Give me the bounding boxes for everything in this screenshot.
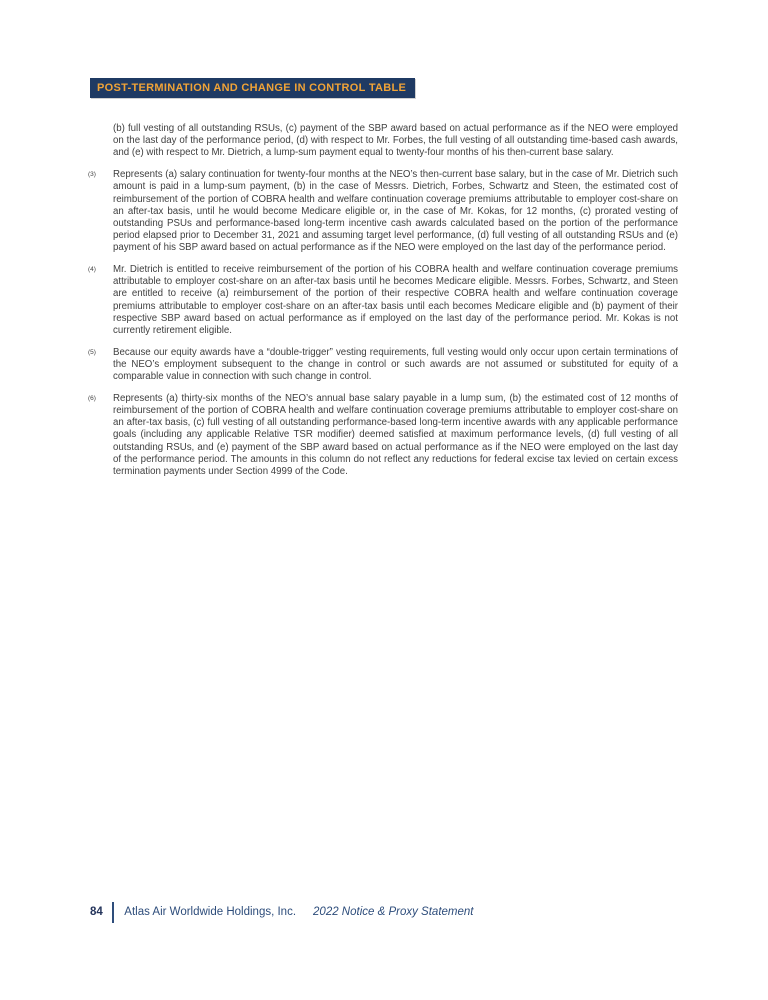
footnote-marker: (4) bbox=[88, 266, 96, 274]
footnote-marker: (5) bbox=[88, 348, 96, 356]
section-header-title: POST-TERMINATION AND CHANGE IN CONTROL TABLE bbox=[97, 82, 407, 94]
footer-company-name: Atlas Air Worldwide Holdings, Inc. bbox=[124, 906, 297, 918]
page-number: 84 bbox=[90, 906, 103, 918]
page-footer bbox=[90, 900, 473, 924]
footnote-text: Represents (a) salary continuation for twenty-four months at the NEO’s then-current base salary, but in the case of Mr. Dietrich such amount is paid in a lump-sum payment, (b) in the case of Messrs. Dietrich, Forbes, Schwartz and Steen, the estimated cost of reimbursement of the portion of COBRA health and welfare continuation coverage premiums attributable to employer cost-share on an after-tax basis, until he would become Medicare eligible or, in the case of Mr. Kokas, for 12 months, (c) prorated vesting of outstanding PSUs and performance-based long-term incentive cash awards calculated based on the portion of the performance period elapsed prior to December 31, 2021 and assuming target level performance, (d) full vesting of all outstanding RSUs and (e) payment of his SBP award based on actual performance as if the NEO were employed on the last day of the performance period. bbox=[113, 169, 678, 254]
footer-divider bbox=[112, 902, 115, 923]
footnote-text: Mr. Dietrich is entitled to receive reimbursement of the portion of his COBRA health and welfare continuation coverage premiums attributable to employer cost-share on an after-tax basis until he becomes Medicare eligible. Messrs. Forbes, Schwartz, and Steen are entitled to receive (a) reimbursement of the portion of their respective COBRA health and welfare continuation coverage premiums attributable to employer cost-share on an after-tax basis until each becomes Medicare eligible and (b) payment of their respective SBP award based on actual performance as if employed on the last day of the performance period. Mr. Kokas is not currently retirement eligible. bbox=[113, 264, 678, 337]
footnote-text: (b) full vesting of all outstanding RSUs, (c) payment of the SBP award based on actual performance as if the NEO were employed on the last day of the performance period, (d) with respect to Mr. Forbes, the full vesting of all outstanding time-based cash awards, and (e) with respect to Mr. Dietrich, a lump-sum payment equal to twenty-four months of his then-current base salary. bbox=[113, 123, 678, 159]
footnote-marker: (3) bbox=[88, 171, 96, 179]
footer-document-title: 2022 Notice & Proxy Statement bbox=[313, 906, 474, 918]
footnote-6 bbox=[88, 392, 678, 478]
footnote-marker: (6) bbox=[88, 394, 96, 402]
section-header-bar bbox=[90, 78, 415, 98]
footnote-5 bbox=[88, 346, 678, 384]
continuation-paragraph bbox=[113, 123, 678, 160]
footnote-text: Because our equity awards have a “double-trigger” vesting requirements, full vesting would only occur upon certain terminations of the NEO’s employment subsequent to the change in control or such awards are not assumed or substituted for equity of a comparable value in connection with such change in control. bbox=[113, 346, 678, 383]
footnote-text: Represents (a) thirty-six months of the NEO’s annual base salary payable in a lump sum, (b) the estimated cost of 12 months of reimbursement of the portion of COBRA health and welfare continuation coverage premiums attributable to employer cost-share on an after-tax basis, (c) full vesting of all outstanding performance-based long-term incentive awards with any applicable performance goals (including any applicable Relative TSR modifier) deemed satisfied at maximum performance levels, (d) full vesting of all outstanding RSUs, and (e) payment of the SBP award based on actual performance as if the NEO were employed on the last day of the performance period. The amounts in this column do not reflect any reductions for federal excise tax levied on certain excess termination payments under Section 4999 of the Code. bbox=[113, 392, 678, 478]
footnotes-section bbox=[88, 123, 678, 488]
footnote-4 bbox=[88, 264, 678, 337]
footnote-3 bbox=[88, 169, 678, 254]
